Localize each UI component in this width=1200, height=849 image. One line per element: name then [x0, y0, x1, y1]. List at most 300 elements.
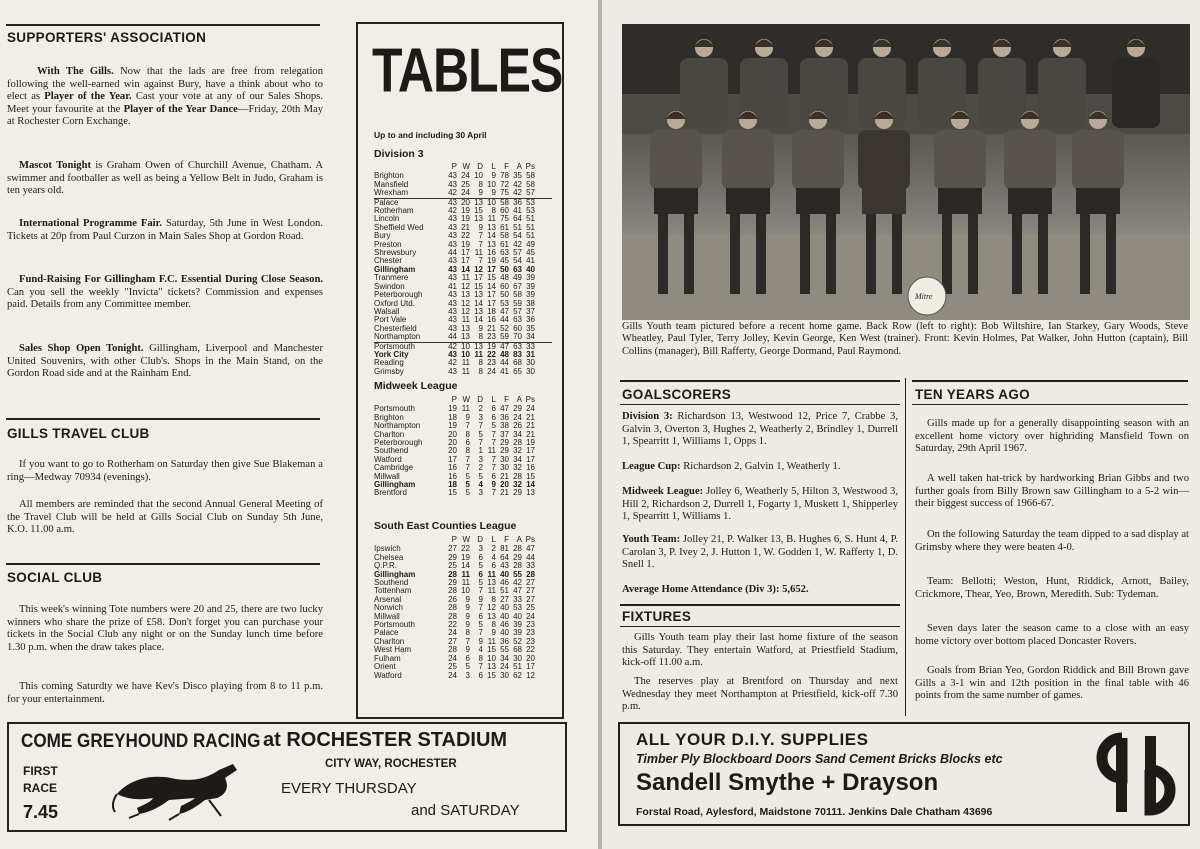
table-cell: 9	[478, 594, 483, 604]
table-cell: 33	[526, 561, 535, 571]
diy-ad-headline: ALL YOUR D.I.Y. SUPPLIES	[636, 730, 869, 749]
table-cell: 6	[491, 561, 496, 571]
team-name: Chelsea	[374, 553, 404, 562]
fixtures-paragraph-2: The reserves play at Brentford on Thursday and next Wednesday they meet Northampton at Priestfield, kick-off 7.30 p.m.	[622, 676, 898, 713]
supporters-paragraph-3: International Programme Fair. Saturday, 5th June in West London. Tickets at 20p from Paul Curzon in Main Sales Shop at Gordon Road.	[7, 218, 323, 242]
table-cell: 59	[500, 332, 509, 342]
table-cell: 7	[478, 628, 483, 638]
table-cell: 22	[461, 231, 470, 241]
supporters-paragraph-4: Fund-Raising For Gillingham F.C. Essential During Close Season. Can you sell the weekly "Invicta" tickets? Commission and expenses paid. Details from any Committee member.	[7, 274, 323, 311]
column-header: F	[504, 395, 509, 404]
table-cell: 60	[513, 323, 522, 333]
table-cell: 5	[478, 561, 483, 571]
table-cell: 38	[526, 298, 535, 308]
section-rule	[620, 380, 900, 382]
goalscorers-youth: Youth Team: Jolley 21, P. Walker 13, B. Hughes 6, S. Hunt 4, P. Carolan 3, P. Ivey 2, J. Hutton 1, W. Godden 1, W. Rafferty 1, D. Snell 1.	[622, 534, 898, 571]
table-cell: 8	[491, 206, 496, 216]
average-attendance: Average Home Attendance (Div 3): 5,652.	[622, 584, 809, 595]
player-shorts	[1008, 188, 1052, 214]
table-cell: 8	[478, 332, 483, 342]
table-cell: 6	[491, 404, 496, 414]
supporters-paragraph-2: Mascot Tonight is Graham Owen of Churchill Avenue, Chatham. A swimmer and footballer as well as being a Yellow Belt in Judo, Graham is ten years old.	[7, 160, 324, 197]
table-cell: 17	[461, 256, 470, 266]
column-header: Ps	[525, 535, 535, 544]
league-tables-panel	[356, 22, 564, 719]
table-row	[374, 489, 552, 497]
player-leg	[968, 214, 978, 294]
table-cell: 41	[448, 281, 457, 291]
table-cell: 27	[448, 636, 457, 646]
table-cell: 10	[474, 171, 483, 181]
player-shorts	[862, 188, 906, 214]
table-cell: 57	[513, 248, 522, 258]
table-cell: 25	[526, 603, 535, 613]
table-cell: 17	[448, 454, 457, 464]
table-cell: 13	[526, 488, 535, 498]
table-cell: 24	[448, 628, 457, 638]
table-cell: 13	[461, 323, 470, 333]
team-name: Ipswich	[374, 545, 401, 554]
greyhound-ad-thursday: EVERY THURSDAY	[281, 780, 417, 797]
table-cell: 43	[448, 214, 457, 224]
table-cell: 58	[526, 171, 535, 181]
table-cell: 27	[500, 594, 509, 604]
table-cell: 23	[487, 332, 496, 342]
column-header: P	[451, 395, 457, 404]
tables-title: TABLES	[372, 35, 563, 106]
table-cell: 58	[500, 197, 509, 207]
table-cell: 9	[478, 188, 483, 198]
table-cell: 17	[487, 298, 496, 308]
table-cell: 3	[465, 670, 470, 680]
player-leg	[756, 214, 766, 294]
table-cell: 7	[491, 463, 496, 473]
table-cell: 6	[491, 412, 496, 422]
table-cell: 9	[465, 611, 470, 621]
table-cell: 16	[448, 471, 457, 481]
table-cell: 24	[526, 404, 535, 414]
table-cell: 7	[478, 662, 483, 672]
team-name: Millwall	[374, 472, 400, 481]
table-cell: 11	[487, 446, 496, 456]
team-name: Gillingham	[374, 265, 416, 274]
table-cell: 10	[461, 586, 470, 596]
ten-years-ago-heading: TEN YEARS AGO	[915, 387, 1030, 402]
table-cell: 29	[448, 552, 457, 562]
column-header: Ps	[525, 162, 535, 171]
table-cell: 47	[500, 341, 509, 351]
team-name: Chester	[374, 257, 403, 266]
table-cell: 16	[487, 248, 496, 258]
table-cell: 16	[526, 463, 535, 473]
table-cell: 9	[491, 628, 496, 638]
table-cell: 33	[513, 594, 522, 604]
table-cell: 51	[526, 222, 535, 232]
column-header: W	[462, 162, 470, 171]
table-cell: 42	[513, 239, 522, 249]
table-cell: 40	[500, 569, 509, 579]
team-name: West Ham	[374, 646, 412, 655]
table-cell: 72	[500, 179, 509, 189]
greyhound-ad-saturday: and SATURDAY	[411, 802, 520, 819]
table-cell: 13	[474, 290, 483, 300]
table-row	[374, 333, 552, 341]
table-cell: 36	[526, 315, 535, 325]
table-cell: 40	[526, 264, 535, 274]
column-header: L	[491, 162, 496, 171]
table-cell: 8	[491, 620, 496, 630]
table-cell: 8	[478, 366, 483, 376]
travel-paragraph-2: All members are reminded that the second Annual General Meeting of the Travel Club will be held at Gills Social Club on Sunday 5th June, K.O. 11.00 a.m.	[7, 499, 323, 536]
table-cell: 51	[526, 231, 535, 241]
table-cell: 6	[491, 471, 496, 481]
team-name: Brentford	[374, 489, 407, 498]
table-cell: 75	[500, 214, 509, 224]
table-cell: 2	[491, 544, 496, 554]
right-page	[602, 0, 1200, 849]
goalscorers-heading: GOALSCORERS	[622, 387, 732, 402]
table-cell: 7	[465, 454, 470, 464]
team-name: Portsmouth	[374, 342, 415, 351]
table-cell: 11	[461, 366, 470, 376]
table-cell: 14	[487, 231, 496, 241]
table-cell: 57	[513, 306, 522, 316]
table-cell: 12	[461, 298, 470, 308]
table-cell: 36	[500, 412, 509, 422]
table-cell: 17	[461, 248, 470, 258]
table-cell: 62	[513, 670, 522, 680]
table-cell: 11	[487, 569, 496, 579]
table-cell: 28	[513, 544, 522, 554]
table-cell: 15	[487, 645, 496, 655]
ten-years-paragraph-3: On the following Saturday the team dipped to a sad display at Grimsby where they were beaten 4-0.	[915, 529, 1189, 553]
table-cell: 41	[526, 256, 535, 266]
company-logo-icon	[1092, 728, 1180, 820]
table-cell: 43	[448, 179, 457, 189]
table-cell: 27	[448, 544, 457, 554]
table-cell: 44	[500, 315, 509, 325]
table-cell: 27	[526, 586, 535, 596]
table-cell: 11	[461, 273, 470, 283]
table-cell: 7	[491, 488, 496, 498]
table-cell: 40	[500, 603, 509, 613]
table-cell: 19	[448, 404, 457, 414]
fixtures-heading: FIXTURES	[622, 609, 692, 624]
table-cell: 29	[500, 446, 509, 456]
team-name: Palace	[374, 629, 399, 638]
table-cell: 11	[461, 404, 470, 414]
greyhound-ad-title: COME GREYHOUND RACING	[21, 731, 261, 752]
table-cell: 63	[500, 248, 509, 258]
table-cell: 30	[500, 463, 509, 473]
table-cell: 83	[513, 349, 522, 359]
column-header: L	[491, 395, 496, 404]
table-cell: 20	[461, 197, 470, 207]
player-leg	[730, 214, 740, 294]
greyhound-ad-time: 7.45	[23, 802, 59, 822]
table-cell: 25	[448, 662, 457, 672]
table-cell: 28	[526, 569, 535, 579]
table-cell: 30	[500, 670, 509, 680]
table-cell: 48	[500, 273, 509, 283]
table-cell: 27	[526, 594, 535, 604]
table-cell: 13	[461, 332, 470, 342]
player-shorts	[726, 188, 770, 214]
team-name: Brighton	[374, 413, 404, 422]
table-cell: 43	[448, 231, 457, 241]
table-cell: 38	[500, 421, 509, 431]
table-cell: 33	[526, 341, 535, 351]
table-cell: 2	[478, 463, 483, 473]
table-cell: 1	[478, 446, 483, 456]
table-cell: 42	[448, 206, 457, 216]
table-cell: 19	[448, 421, 457, 431]
ten-years-paragraph-1: Gills made up for a generally disappointing season with an excellent home victory over highriding Mansfield Town on Saturday, 29th April 1967.	[915, 418, 1189, 455]
team-name: Portsmouth	[374, 621, 415, 630]
section-rule	[620, 626, 900, 627]
table-cell: 16	[487, 315, 496, 325]
table-cell: 53	[526, 206, 535, 216]
table-cell: 42	[448, 188, 457, 198]
team-name: Bury	[374, 232, 391, 241]
table-cell: 60	[500, 206, 509, 216]
table-cell: 24	[448, 670, 457, 680]
table-row	[374, 368, 552, 376]
table-cell: 4	[478, 645, 483, 655]
table-cell: 43	[448, 306, 457, 316]
table-cell: 43	[448, 222, 457, 232]
table-cell: 8	[491, 594, 496, 604]
column-header: D	[477, 162, 483, 171]
table-cell: 55	[513, 569, 522, 579]
table-cell: 11	[474, 349, 483, 359]
table-cell: 7	[478, 231, 483, 241]
table-cell: 12	[526, 670, 535, 680]
table-cell: 43	[448, 239, 457, 249]
greyhound-ad-address: CITY WAY, ROCHESTER	[325, 758, 457, 770]
table-cell: 49	[513, 273, 522, 283]
left-page	[0, 0, 598, 849]
diy-ad-address: Forstal Road, Aylesford, Maidstone 70111. Jenkins Dale Chatham 43696	[636, 806, 993, 818]
table-cell: 51	[500, 586, 509, 596]
table-cell: 70	[513, 332, 522, 342]
photo-caption: Gills Youth team pictured before a recent home game. Back Row (left to right): Bob Wiltshire, Ian Starkey, Gary Woods, Steve Wheatley, Paul Tyler, Terry Jolley, Kevin George, Ken West (trainer). Front: Kevin Holmes, Pat Walker, John Hutton (captain), Bill Collins (manager), Bill Rafferty, George Dormand, Paul Raymond.	[622, 321, 1188, 357]
midweek-league-table	[374, 396, 552, 498]
table-cell: 9	[491, 188, 496, 198]
table-cell: 43	[448, 298, 457, 308]
team-name: Tranmere	[374, 274, 409, 283]
table-cell: 15	[474, 281, 483, 291]
diy-supplies-advert	[618, 722, 1190, 826]
table-cell: 55	[500, 645, 509, 655]
diy-ad-products: Timber Ply Blockboard Doors Sand Cement Bricks Blocks etc	[636, 752, 1003, 766]
team-photo-illustration	[622, 24, 1190, 320]
player-leg	[800, 214, 810, 294]
table-cell: 58	[513, 290, 522, 300]
south-east-counties-table	[374, 536, 552, 680]
table-cell: 34	[500, 653, 509, 663]
table-cell: 13	[487, 578, 496, 588]
table-cell: 42	[513, 179, 522, 189]
table-cell: 39	[526, 281, 535, 291]
team-name: Northampton	[374, 422, 421, 431]
table-cell: 17	[526, 446, 535, 456]
team-name: Preston	[374, 240, 402, 249]
table-cell: 45	[526, 248, 535, 258]
table-cell: 24	[461, 188, 470, 198]
table-cell: 3	[478, 544, 483, 554]
table-cell: 13	[487, 611, 496, 621]
table-cell: 47	[500, 306, 509, 316]
table-cell: 43	[448, 349, 457, 359]
table-cell: 6	[478, 569, 483, 579]
table-cell: 29	[448, 578, 457, 588]
table-cell: 7	[491, 438, 496, 448]
column-header: F	[504, 162, 509, 171]
greyhound-icon	[109, 760, 249, 822]
table-cell: 12	[461, 306, 470, 316]
table-cell: 29	[513, 488, 522, 498]
table-cell: 13	[474, 341, 483, 351]
table-cell: 10	[487, 197, 496, 207]
team-name: Fulham	[374, 654, 401, 663]
team-name: Gillingham	[374, 570, 416, 579]
table-cell: 43	[448, 273, 457, 283]
table-cell: 64	[500, 552, 509, 562]
table-cell: 22	[487, 349, 496, 359]
table-cell: 7	[465, 636, 470, 646]
table-cell: 23	[526, 628, 535, 638]
section-rule	[6, 24, 320, 26]
table-cell: 5	[478, 620, 483, 630]
table-cell: 17	[487, 264, 496, 274]
table-cell: 47	[513, 586, 522, 596]
team-name: Gillingham	[374, 481, 416, 490]
table-cell: 23	[487, 358, 496, 368]
table-cell: 63	[513, 315, 522, 325]
team-name: Arsenal	[374, 595, 402, 604]
table-cell: 28	[513, 561, 522, 571]
table-cell: 11	[474, 248, 483, 258]
diy-ad-company: Sandell Smythe + Drayson	[636, 769, 939, 796]
column-header: A	[516, 535, 522, 544]
table-cell: 8	[465, 429, 470, 439]
table-cell: 35	[526, 323, 535, 333]
team-name: Charlton	[374, 637, 405, 646]
table-cell: 9	[465, 594, 470, 604]
table-cell: 11	[461, 578, 470, 588]
player-leg	[1038, 214, 1048, 294]
table-cell: 23	[526, 636, 535, 646]
table-cell: 7	[478, 603, 483, 613]
table-cell: 10	[461, 341, 470, 351]
table-cell: 25	[461, 179, 470, 189]
table-cell: 18	[448, 412, 457, 422]
table-cell: 52	[500, 323, 509, 333]
table-cell: 8	[465, 446, 470, 456]
table-cell: 11	[487, 636, 496, 646]
player-leg	[1106, 214, 1116, 294]
table-cell: 58	[526, 179, 535, 189]
table-cell: 15	[487, 670, 496, 680]
table-cell: 18	[487, 306, 496, 316]
table-cell: 51	[513, 662, 522, 672]
table-cell: 40	[500, 628, 509, 638]
table-cell: 5	[478, 471, 483, 481]
table-cell: 68	[513, 645, 522, 655]
table-cell: 37	[500, 429, 509, 439]
table-cell: 19	[461, 206, 470, 216]
table-cell: 9	[465, 645, 470, 655]
table-cell: 46	[500, 620, 509, 630]
team-name: Wrexham	[374, 189, 409, 198]
table-cell: 3	[478, 488, 483, 498]
table-cell: 30	[500, 454, 509, 464]
table-cell: 43	[448, 256, 457, 266]
table-cell: 32	[513, 463, 522, 473]
table-cell: 13	[474, 214, 483, 224]
table-cell: 61	[500, 222, 509, 232]
table-cell: 29	[500, 438, 509, 448]
supporters-heading: SUPPORTERS' ASSOCIATION	[7, 30, 207, 45]
youth-team-photo	[622, 24, 1190, 320]
table-cell: 54	[513, 231, 522, 241]
supporters-paragraph-5: Sales Shop Open Tonight. Gillingham, Liverpool and Manchester United Souvenirs, with other Club's. Shops in the Main Stand, on the Gordon Road side and at the Rainham End.	[7, 343, 323, 380]
column-header: A	[516, 162, 522, 171]
table-cell: 6	[465, 438, 470, 448]
table-cell: 42	[513, 188, 522, 198]
table-cell: 19	[526, 438, 535, 448]
table-cell: 47	[526, 544, 535, 554]
travel-paragraph-1: If you want to go to Rotherham on Saturday then give Sue Blakeman a ring—Medway 70934 (evenings).	[7, 459, 323, 483]
table-cell: 8	[465, 628, 470, 638]
table-cell: 43	[448, 290, 457, 300]
table-cell: 51	[526, 214, 535, 224]
team-name: Q.P.R.	[374, 562, 397, 571]
table-cell: 32	[513, 446, 522, 456]
table-cell: 21	[526, 421, 535, 431]
table-cell: 52	[513, 636, 522, 646]
team-name: Mansfield	[374, 180, 409, 189]
table-cell: 5	[478, 429, 483, 439]
table-cell: 28	[513, 438, 522, 448]
table-cell: 19	[461, 552, 470, 562]
table-cell: 43	[448, 366, 457, 376]
table-cell: 27	[526, 578, 535, 588]
goalscorers-league-cup: League Cup: Richardson 2, Galvin 1, Weatherly 1.	[622, 461, 841, 472]
table-cell: 35	[513, 171, 522, 181]
table-cell: 20	[526, 653, 535, 663]
ten-years-paragraph-6: Goals from Brian Yeo, Gordon Riddick and Bill Brown gave Gills a 3-1 win and 12th position in the final table with 46 points from the same number of games.	[915, 665, 1189, 702]
section-rule	[620, 404, 900, 405]
table-cell: 5	[491, 421, 496, 431]
table-cell: 51	[513, 222, 522, 232]
table-cell: 9	[465, 603, 470, 613]
greyhound-ad-first: FIRST	[23, 764, 58, 778]
table-cell: 19	[461, 239, 470, 249]
column-header: Ps	[525, 395, 535, 404]
table-cell: 5	[465, 471, 470, 481]
table-cell: 68	[513, 358, 522, 368]
table-cell: 7	[465, 421, 470, 431]
player-leg	[942, 214, 952, 294]
team-name: York City	[374, 350, 409, 359]
table-cell: 21	[526, 429, 535, 439]
table-cell: 61	[500, 239, 509, 249]
section-rule	[6, 418, 320, 420]
table-cell: 9	[491, 480, 496, 490]
player-leg	[1012, 214, 1022, 294]
